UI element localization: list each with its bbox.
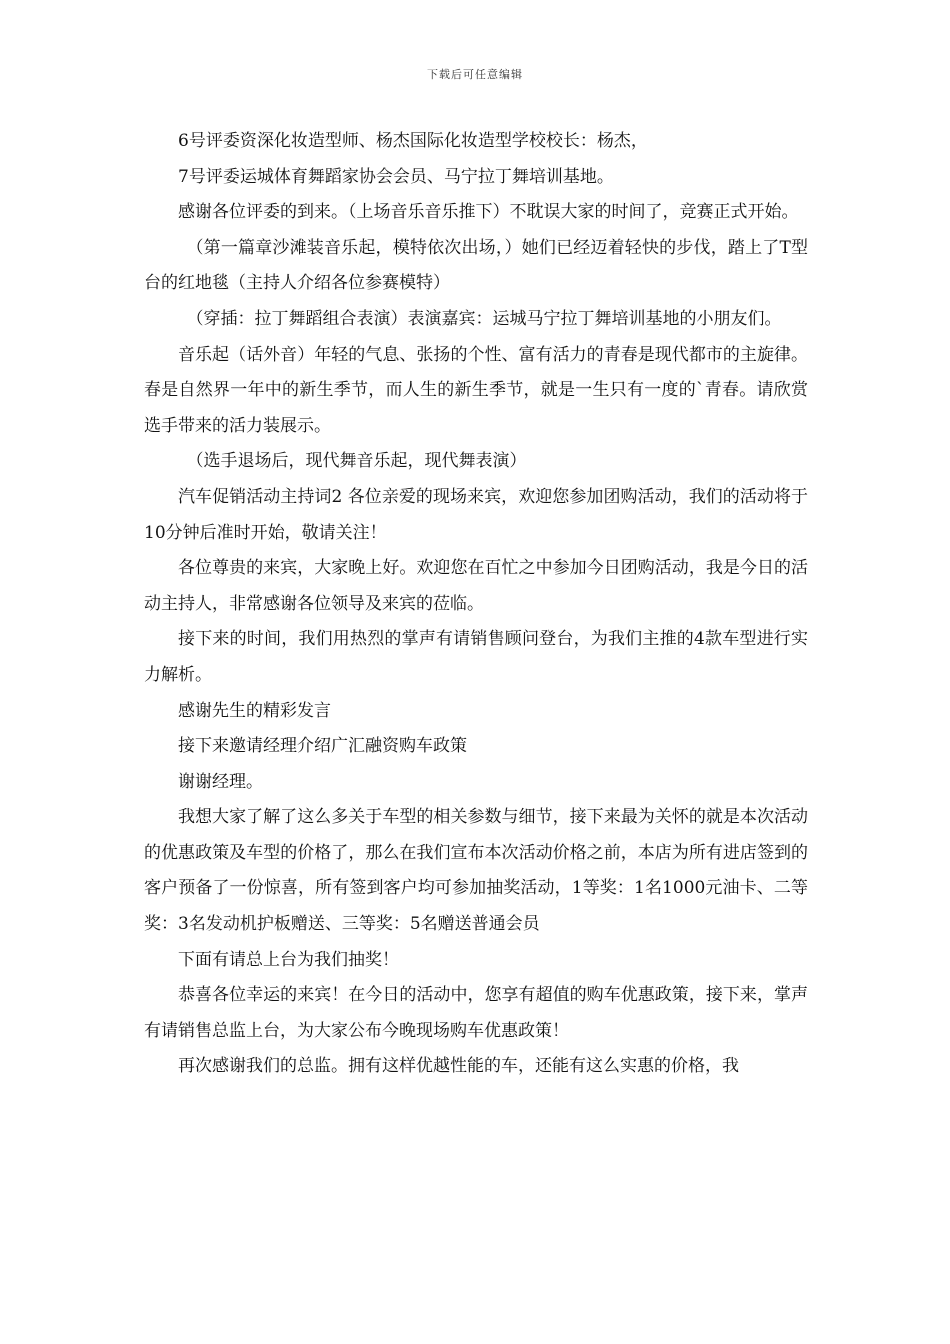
paragraph-latin-dance: （穿插：拉丁舞蹈组合表演）表演嘉宾：运城马宁拉丁舞培训基地的小朋友们。: [186, 308, 782, 329]
paragraph-thanks-speech: 感谢先生的精彩发言: [178, 700, 331, 721]
paragraph-thanks-director: 再次感谢我们的总监。拥有这样优越性能的车，还能有这么实惠的价格，我: [178, 1056, 739, 1077]
document-body: [144, 124, 808, 1085]
paragraph-sales-consultant: 接下来的时间，我们用热烈的掌声有请销售顾问登台，为我们主推的4款车型进行实力解析。: [144, 629, 808, 685]
page-header-note: 下载后可任意编辑: [427, 68, 523, 81]
paragraph-welcome-guests: 各位尊贵的来宾，大家晚上好。欢迎您在百忙之中参加今日团购活动，我是今日的活动主持人，非常感谢各位领导及来宾的莅临。: [144, 558, 808, 614]
paragraph-lottery-draw: 下面有请总上台为我们抽奖！: [178, 949, 399, 970]
paragraph-car-promo-intro: 汽车促销活动主持词2 各位亲爱的现场来宾，欢迎您参加团购活动，我们的活动将于10分钟后准时开始，敬请关注！: [144, 486, 808, 543]
paragraph-lottery-prizes: 我想大家了解了这么多关于车型的相关参数与细节，接下来最为关怀的就是本次活动的优惠政策及车型的价格了，那么在我们宣布本次活动价格之前，本店为所有进店签到的客户预备了一份惊喜，所有签到客户均可参加抽奖活动，1等奖：1名1000元油卡、二等奖：3名发动机护板赠送、三等奖：5名赠送普通会员: [144, 807, 808, 935]
paragraph-thanks-manager: 谢谢经理。: [178, 771, 263, 792]
paragraph-youth-voiceover: 音乐起（话外音）年轻的气息、张扬的个性、富有活力的青春是现代都市的主旋律。春是自然界一年中的新生季节，而人生的新生季节，就是一生只有一度的`青春。请欣赏选手带来的活力装展示。: [144, 344, 808, 436]
paragraph-beachwear-chapter: （第一篇章沙滩装音乐起，模特依次出场，）她们已经迈着轻快的步伐，踏上了T型台的红地毯（主持人介绍各位参赛模特）: [144, 237, 808, 294]
paragraph-judge-7: 7号评委运城体育舞蹈家协会会员、马宁拉丁舞培训基地。: [178, 166, 614, 187]
paragraph-manager-finance: 接下来邀请经理介绍广汇融资购车政策: [178, 736, 467, 757]
paragraph-judge-6: 6号评委资深化妆造型师、杨杰国际化妆造型学校校长：杨杰，: [178, 131, 648, 151]
paragraph-sales-director: 恭喜各位幸运的来宾！在今日的活动中，您享有超值的购车优惠政策，接下来，掌声有请销售总监上台，为大家公布今晚现场购车优惠政策！: [144, 985, 808, 1041]
paragraph-modern-dance: （选手退场后，现代舞音乐起，现代舞表演）: [186, 451, 527, 472]
paragraph-thanks-judges: 感谢各位评委的到来。（上场音乐音乐推下）不耽误大家的时间了，竞赛正式开始。: [178, 202, 799, 223]
